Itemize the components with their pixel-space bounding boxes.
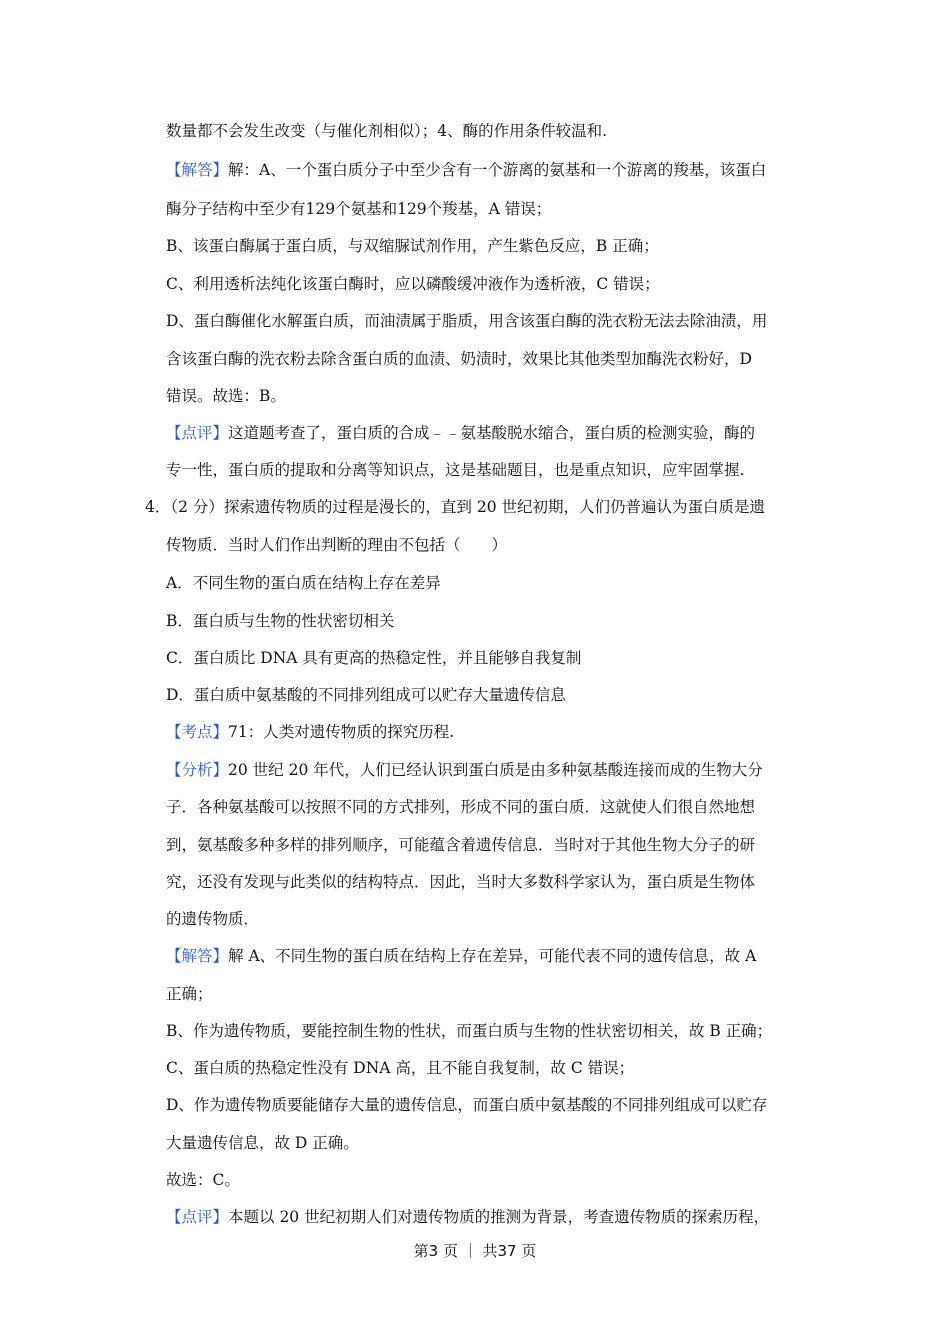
text-line [166, 1021, 811, 1041]
line-text: 71：人类对遗传物质的探究历程. [228, 723, 455, 741]
line-text: 含该蛋白酶的洗衣粉去除含蛋白质的血渍、奶渍时，效果比其他类型加酶洗衣粉好，D [166, 350, 752, 368]
text-line [166, 423, 811, 443]
line-text: C．蛋白质比 DNA 具有更高的热稳定性，并且能够自我复制 [166, 649, 582, 667]
text-line [166, 535, 811, 555]
line-text: 数量都不会发生改变（与催化剂相似）；4、酶的作用条件较温和. [166, 122, 608, 140]
line-text: 20 世纪 20 年代，人们已经认识到蛋白质是由多种氨基酸连接而成的生物大分 [228, 761, 763, 779]
line-text: B、作为遗传物质，要能控制生物的性状，而蛋白质与生物的性状密切相关，故 B 正确； [166, 1022, 773, 1040]
text-line [166, 573, 811, 593]
text-line [166, 460, 811, 480]
text-line [166, 909, 811, 929]
text-line [166, 1058, 811, 1078]
text-line [166, 311, 811, 331]
text-line [166, 611, 811, 631]
page-footer: 第3 页 ｜ 共37 页 [413, 1242, 537, 1260]
line-text: 究，还没有发现与此类似的结构特点．因此，当时大多数科学家认为，蛋白质是生物体 [166, 873, 756, 891]
section-tag: 【分析】 [166, 761, 229, 779]
text-line [166, 835, 811, 855]
text-line [166, 121, 811, 141]
text-line [166, 872, 811, 892]
text-line [166, 648, 811, 668]
text-line [166, 386, 811, 406]
line-text: C、利用透析法纯化该蛋白酶时，应以磷酸缓冲液作为透析液，C 错误； [166, 275, 660, 293]
section-tag: 【点评】 [166, 1208, 229, 1226]
line-text: A．不同生物的蛋白质在结构上存在差异 [166, 574, 441, 592]
line-text: 4．（2 分）探索遗传物质的过程是漫长的，直到 20 世纪初期，人们仍普遍认为蛋白质是遗 [145, 498, 765, 516]
line-text: 专一性，蛋白质的提取和分离等知识点，这是基础题目，也是重点知识，应牢固掌握. [166, 461, 745, 479]
line-text: 子．各种氨基酸可以按照不同的方式排列，形成不同的蛋白质．这就使人们很自然地想 [166, 798, 756, 816]
line-text: 酶分子结构中至少有129个氨基和129个羧基，A 错误； [166, 200, 552, 218]
line-text: B、该蛋白酶属于蛋白质，与双缩脲试剂作用，产生紫色反应，B 正确； [166, 237, 659, 255]
line-text: D．蛋白质中氨基酸的不同排列组成可以贮存大量遗传信息 [166, 686, 566, 704]
section-tag: 【考点】 [166, 723, 229, 741]
text-line [166, 1170, 811, 1190]
line-text: 正确； [166, 985, 213, 1003]
text-line [166, 349, 811, 369]
line-text: D、蛋白酶催化水解蛋白质，而油渍属于脂质，用含该蛋白酶的洗衣粉无法去除油渍，用 [166, 312, 768, 330]
line-text: 错误。故选：B。 [166, 387, 286, 405]
text-line [166, 1095, 811, 1115]
line-text: 本题以 20 世纪初期人们对遗传物质的推测为背景，考查遗传物质的探索历程， [228, 1208, 770, 1226]
text-line [166, 685, 811, 705]
section-tag: 【解答】 [166, 161, 229, 179]
line-text: 解 A、不同生物的蛋白质在结构上存在差异，可能代表不同的遗传信息，故 A [228, 947, 757, 965]
text-line [166, 760, 811, 780]
text-line [166, 199, 811, 219]
line-text: 大量遗传信息，故 D 正确。 [166, 1134, 359, 1152]
text-line [166, 946, 811, 966]
line-text: 解：A、一个蛋白质分子中至少含有一个游离的氨基和一个游离的羧基，该蛋白 [228, 161, 767, 179]
line-text: 故选：C。 [166, 1171, 240, 1189]
text-line [166, 160, 811, 180]
text-line [166, 1133, 811, 1153]
line-text: D、作为遗传物质要能储存大量的遗传信息，而蛋白质中氨基酸的不同排列组成可以贮存 [166, 1096, 768, 1114]
section-tag: 【解答】 [166, 947, 229, 965]
line-text: C、蛋白质的热稳定性没有 DNA 高，且不能自我复制，故 C 错误； [166, 1059, 635, 1077]
text-line [166, 722, 811, 742]
line-text: 到，氨基酸多种多样的排列顺序，可能蕴含着遗传信息．当时对于其他生物大分子的研 [166, 836, 756, 854]
line-text: 这道题考查了，蛋白质的合成﹣﹣氨基酸脱水缩合，蛋白质的检测实验，酶的 [228, 424, 756, 442]
text-line [145, 497, 790, 517]
line-text: B．蛋白质与生物的性状密切相关 [166, 612, 395, 630]
section-tag: 【点评】 [166, 424, 229, 442]
line-text: 的遗传物质． [166, 910, 260, 928]
text-line [166, 984, 811, 1004]
text-line [166, 274, 811, 294]
line-text: 传物质．当时人们作出判断的理由不包括（ ） [166, 536, 508, 554]
text-line [166, 797, 811, 817]
text-line [166, 1207, 811, 1227]
text-line [166, 236, 811, 256]
